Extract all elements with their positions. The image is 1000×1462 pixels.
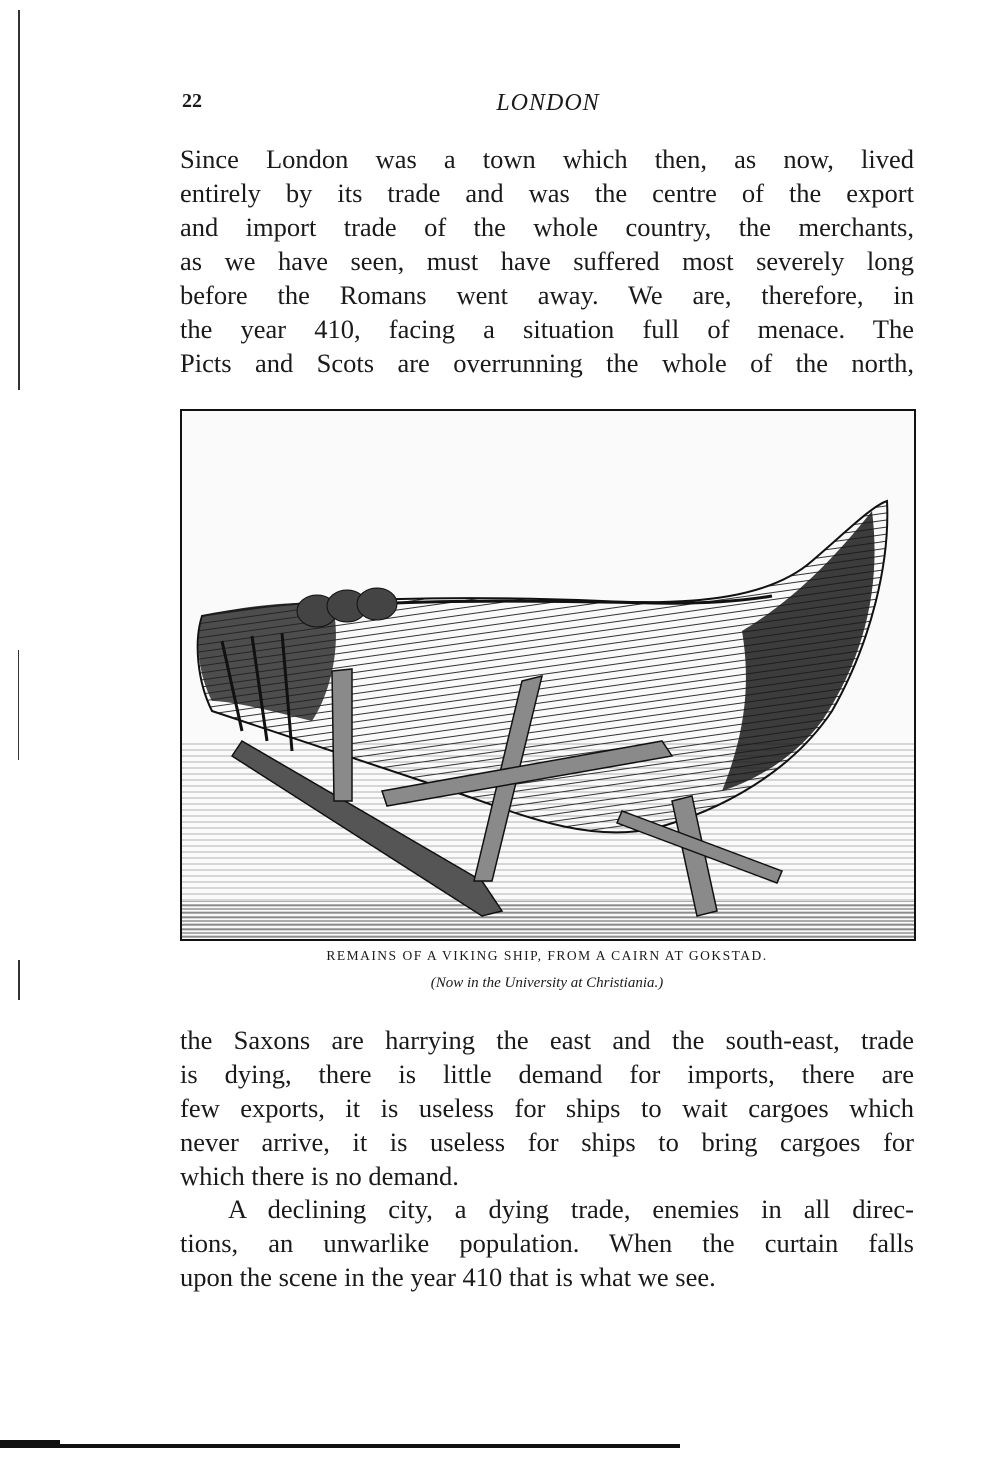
text-line: never arrive, it is useless for ships to bring cargoes for	[180, 1127, 914, 1157]
text-line: tions, an unwarlike population. When the curtain falls	[180, 1228, 914, 1258]
text-line: A declining city, a dying trade, enemies in all direc-	[228, 1194, 914, 1224]
figure-subcaption: (Now in the University at Christiania.)	[430, 975, 664, 991]
bottom-scan-rule-thick	[0, 1440, 60, 1448]
text-line: which there is no demand.	[180, 1161, 459, 1191]
figure-caption: REMAINS OF A VIKING SHIP, FROM A CAIRN AT GOKSTAD.	[326, 948, 768, 963]
text-line: the Saxons are harrying the east and the south-east, trade	[180, 1025, 914, 1055]
scan-edge-mark	[18, 10, 20, 390]
viking-ship-illustration	[180, 409, 916, 941]
paragraph-3	[180, 1192, 914, 1294]
text-line: the year 410, facing a situation full of menace. The	[180, 314, 914, 344]
bottom-scan-rule	[0, 1444, 680, 1448]
text-line: as we have seen, must have suffered most severely long	[180, 246, 914, 276]
engraving	[182, 411, 914, 939]
text-line: Picts and Scots are overrunning the whole of the north,	[180, 348, 914, 378]
running-head: LONDON	[496, 90, 600, 116]
paragraph-2	[180, 1023, 914, 1193]
page-number: 22	[182, 90, 202, 112]
text-line: upon the scene in the year 410 that is what we see.	[180, 1262, 716, 1292]
text-line: and import trade of the whole country, the merchants,	[180, 212, 914, 242]
scan-edge-mark	[18, 650, 19, 760]
text-line: few exports, it is useless for ships to wait cargoes which	[180, 1093, 914, 1123]
ground-foreground	[182, 901, 914, 939]
text-line: before the Romans went away. We are, therefore, in	[180, 280, 914, 310]
paragraph-1	[180, 142, 914, 380]
scan-edge-mark	[18, 960, 20, 1000]
text-line: Since London was a town which then, as now, lived	[180, 144, 914, 174]
text-line: entirely by its trade and was the centre of the export	[180, 178, 914, 208]
text-line: is dying, there is little demand for imports, there are	[180, 1059, 914, 1089]
page-header	[182, 90, 914, 122]
